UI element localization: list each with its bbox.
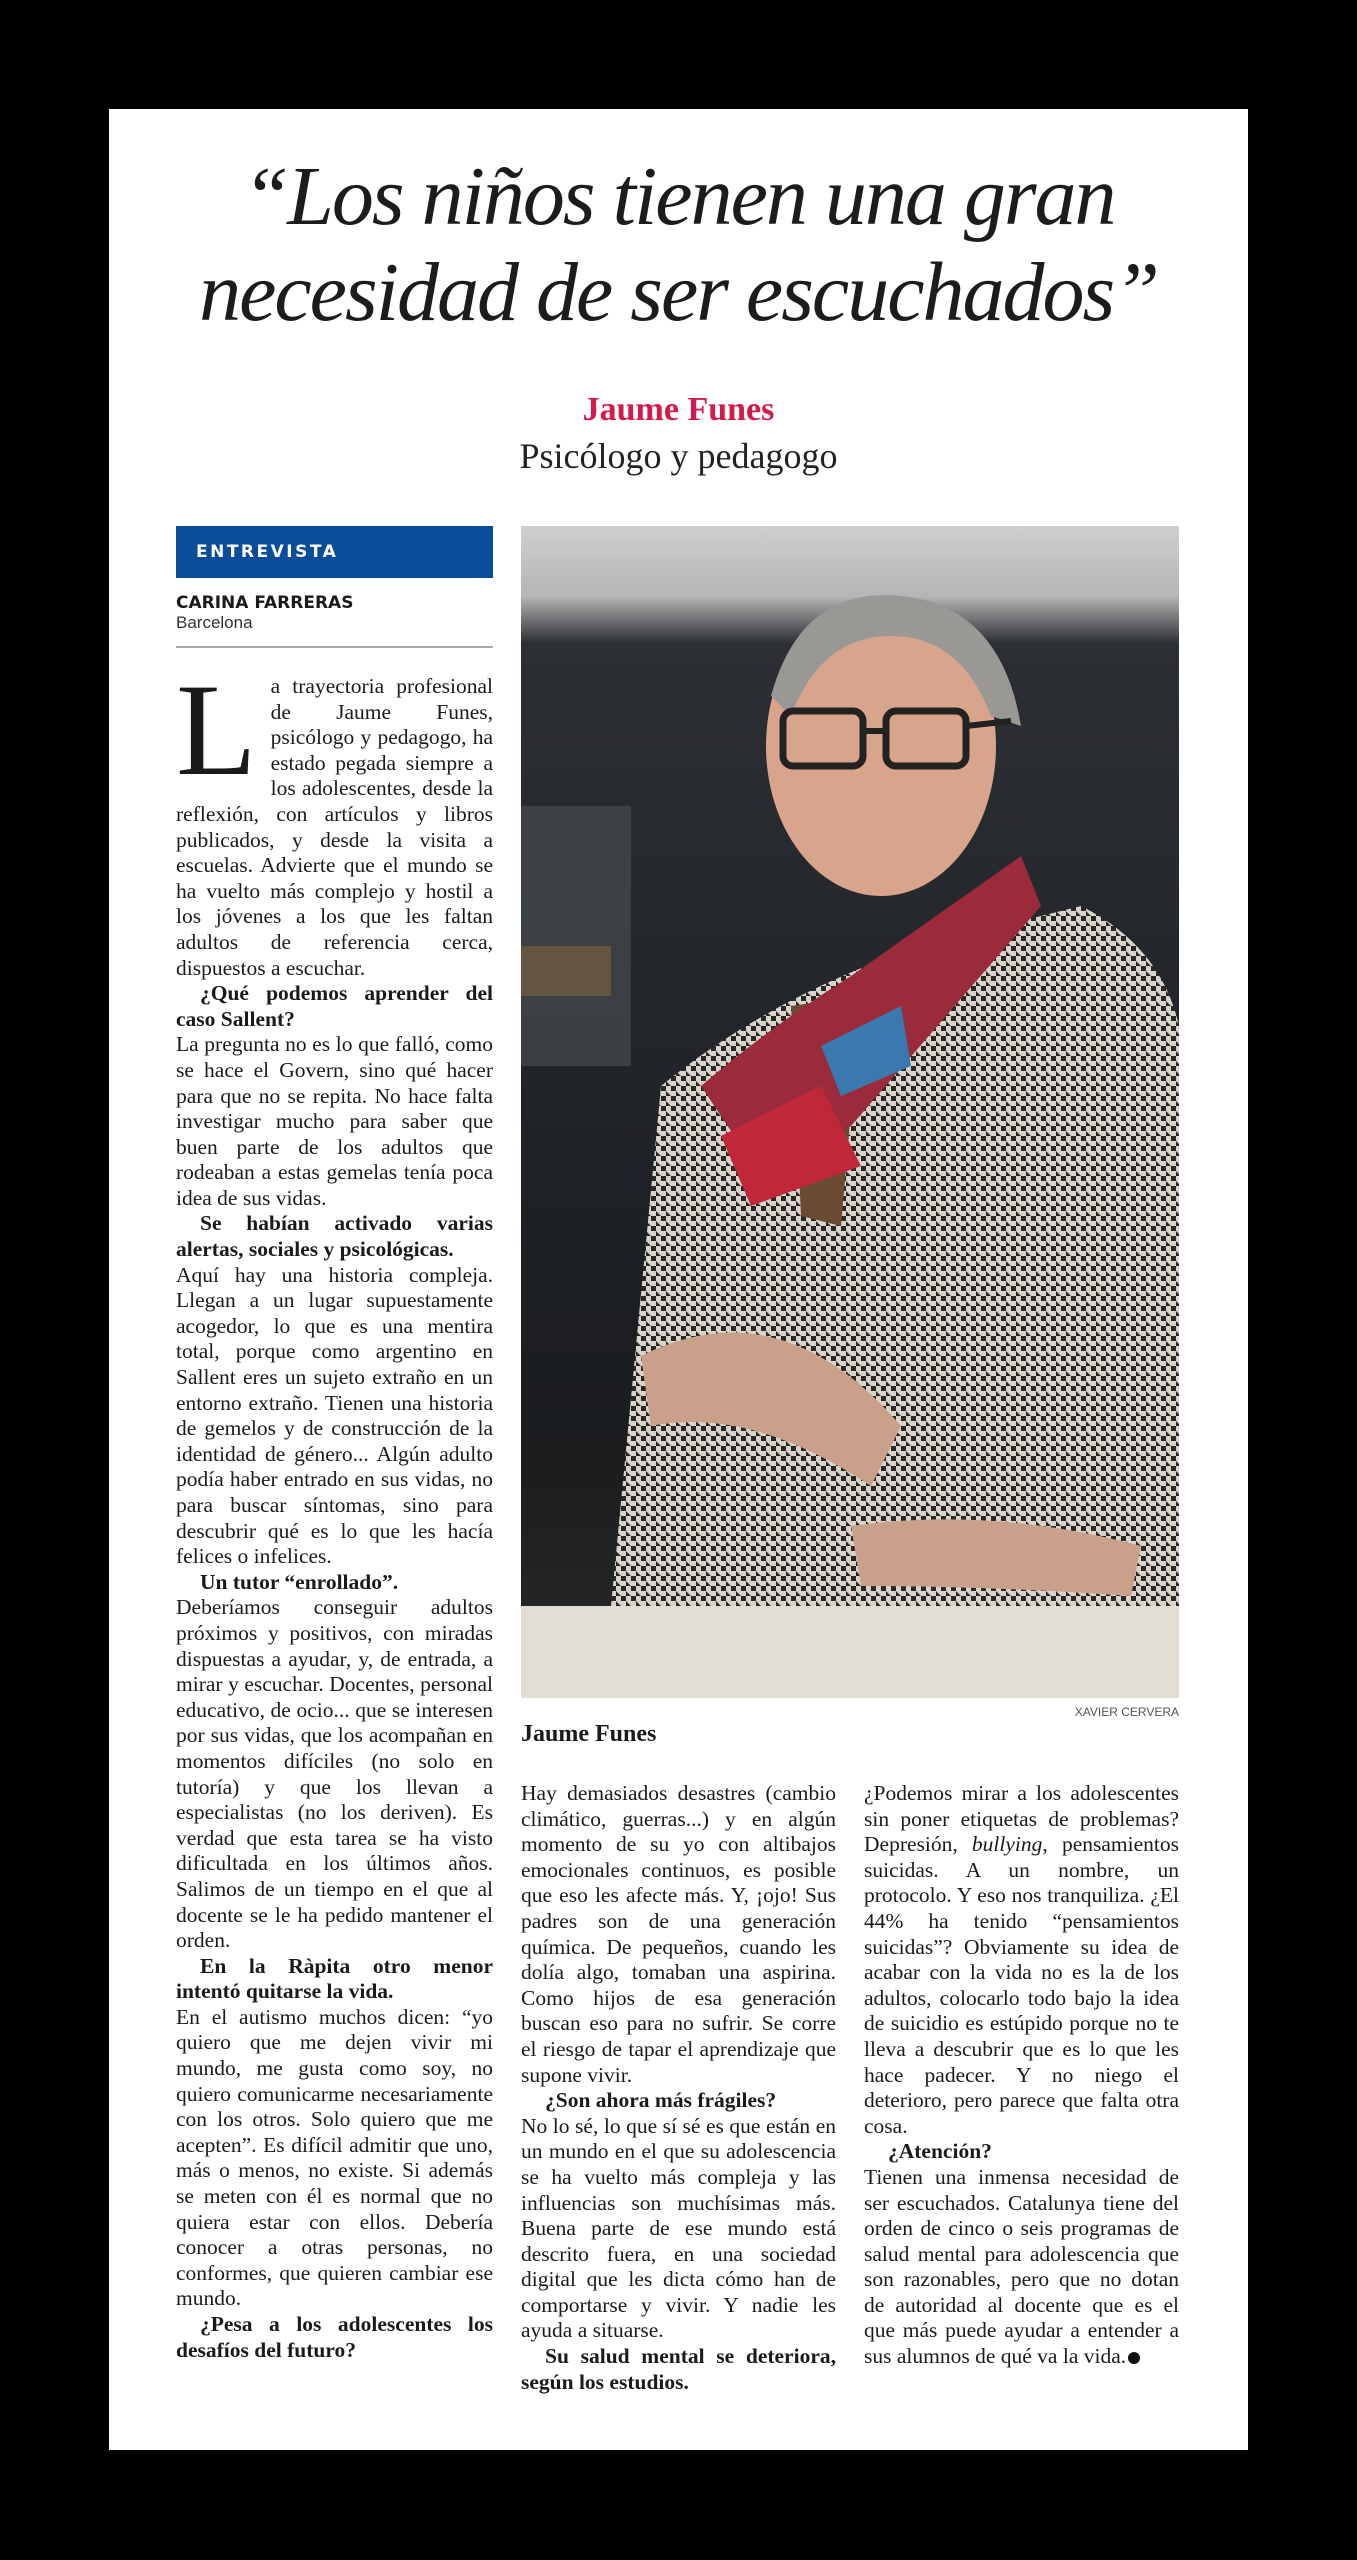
interview-question: ¿Pesa a los adolescentes los desafíos del futuro?	[176, 2312, 493, 2362]
interview-question: Su salud mental se deteriora, según los estudios.	[521, 2344, 836, 2394]
interview-question: ¿Atención?	[888, 2139, 992, 2164]
interview-answer: No lo sé, lo que sí sé es que están en un mundo en el que su adolescencia se ha vuelto más compleja y las influencias son muchísimas más. Buena parte de ese mundo está descrito fuera, en una sociedad digital que les dicta cómo han de comportarse y vivir. Y nadie les ayuda a situarse.	[521, 2113, 836, 2343]
photo-credit: XAVIER CERVERA	[1074, 1705, 1179, 1719]
intro-text: a trayectoria profesional de Jaume Funes, psicólogo y pedagogo, ha estado pegada siempre a los adolescentes, desde la reflexión, con artículos y libros publicados, y desde la visita a escuelas. Advierte que el mundo se ha vuelto más complejo y hostil a los jóvenes a los que les faltan adultos de referencia cerca, dispuestos a escuchar.	[176, 674, 493, 980]
portrait-photo	[521, 526, 1179, 1698]
headline: “Los niños tienen una gran necesidad de ser escuchados”	[199, 150, 1158, 339]
byline-city: Barcelona	[176, 613, 253, 632]
portrait-illustration	[521, 526, 1179, 1698]
intro-paragraph	[176, 656, 493, 981]
section-label: ENTREVISTA	[176, 526, 493, 578]
article-column-3	[864, 1781, 1179, 2370]
photo-caption: Jaume Funes	[521, 1721, 657, 1747]
interview-question: Se habían activado varias alertas, sociales y psicológicas.	[176, 1211, 493, 1262]
interview-answer: ¿Podemos mirar a los adolescentes sin poner etiquetas de problemas? Depresión, bullying, pensamientos suicidas. A un nombre, un protocolo. Y eso nos tranquiliza. ¿El 44% ha tenido “pensamientos suicidas”? Obviamente su idea de acabar con la vida no es la de los adultos, colocarlo todo bajo la idea de suicidio es estúpido porque no te lleva a descubrir que es lo que les hace padecer. Y no niego el deterioro, pero parece que falta otra cosa.	[864, 1781, 1179, 2138]
interview-answer: En el autismo muchos dicen: “yo quiero que me dejen vivir mi mundo, me gusta como soy, no quiero comunicarme necesariamente con los otros. Solo quiero que me acepten”. Es difícil admitir que uno, más o menos, no existe. Si además se meten con él es normal que no quiera estar con ellos. Debería conocer a otras personas, no conformes, que quieren cambiar ese mundo.	[176, 2004, 493, 2311]
interviewee-name: Jaume Funes	[582, 391, 775, 428]
interview-answer: La pregunta no es lo que falló, como se hace el Govern, sino qué hacer para que no se repita. No hace falta investigar mucho para saber que buen parte de los adultos que rodeaban a estas gemelas tenía poca idea de sus vidas.	[176, 1032, 493, 1210]
end-of-article-mark	[1128, 2352, 1140, 2364]
interview-question: ¿Son ahora más frágiles?	[545, 2088, 777, 2113]
interview-answer: Deberíamos conseguir adultos próximos y positivos, con miradas dispuestas a ayudar, y, de entrada, a mirar y escuchar. Docentes, personal educativo, de ocio... que se interesen por sus vidas, que los acompañan en momentos difíciles (no solo en tutoría) y que los llevan a especialistas (no los deriven). Es verdad que esta tarea se ha visto dificultada en los últimos años. Salimos de un tiempo en el que al docente se le ha pedido mantener el orden.	[176, 1595, 493, 1953]
article-column-2	[521, 1781, 836, 2395]
interview-answer: Aquí hay una historia compleja. Llegan a un lugar supuestamente acogedor, lo que es una mentira total, porque como argentino en Sallent eres un sujeto extraño en un entorno extraño. Tienen una historia de gemelos y de construcción de la identidad de género... Algún adulto podía haber entrado en sus vidas, no para buscar síntomas, sino para descubrir qué es lo que les hacía felices o infelices.	[176, 1262, 493, 1569]
column-1-body	[176, 981, 493, 2363]
byline-author: CARINA FARRERAS	[176, 593, 354, 613]
article-column-1	[176, 656, 493, 2363]
interview-question: Un tutor “enrollado”.	[200, 1569, 399, 1594]
drop-cap: L	[176, 656, 257, 803]
interview-question: ¿Qué podemos aprender del caso Sallent?	[176, 981, 493, 1031]
byline-divider	[176, 646, 493, 648]
interviewee-role: Psicólogo y pedagogo	[519, 436, 838, 476]
interview-answer: Hay demasiados desastres (cambio climático, guerras...) y en algún momento de su yo con altibajos emocionales continuos, es posible que eso les afecte más. Y, ¡ojo! Sus padres son de una generación química. De pequeños, cuando les dolía algo, tomaban una aspirina. Como hijos de esa generación buscan eso para no sufrir. Se corre el riesgo de tapar el aprendizaje que supone vivir.	[521, 1781, 836, 2087]
interview-answer: Tienen una inmensa necesidad de ser escuchados. Catalunya tiene del orden de cinco o seis programas de salud mental para adolescencia que son razonables, pero que no dotan de autoridad al docente que es el que más puede ayudar a entender a sus alumnos de qué va la vida.	[864, 2164, 1179, 2369]
newspaper-page	[109, 109, 1248, 2450]
interview-question: En la Ràpita otro menor intentó quitarse la vida.	[176, 1953, 493, 2004]
